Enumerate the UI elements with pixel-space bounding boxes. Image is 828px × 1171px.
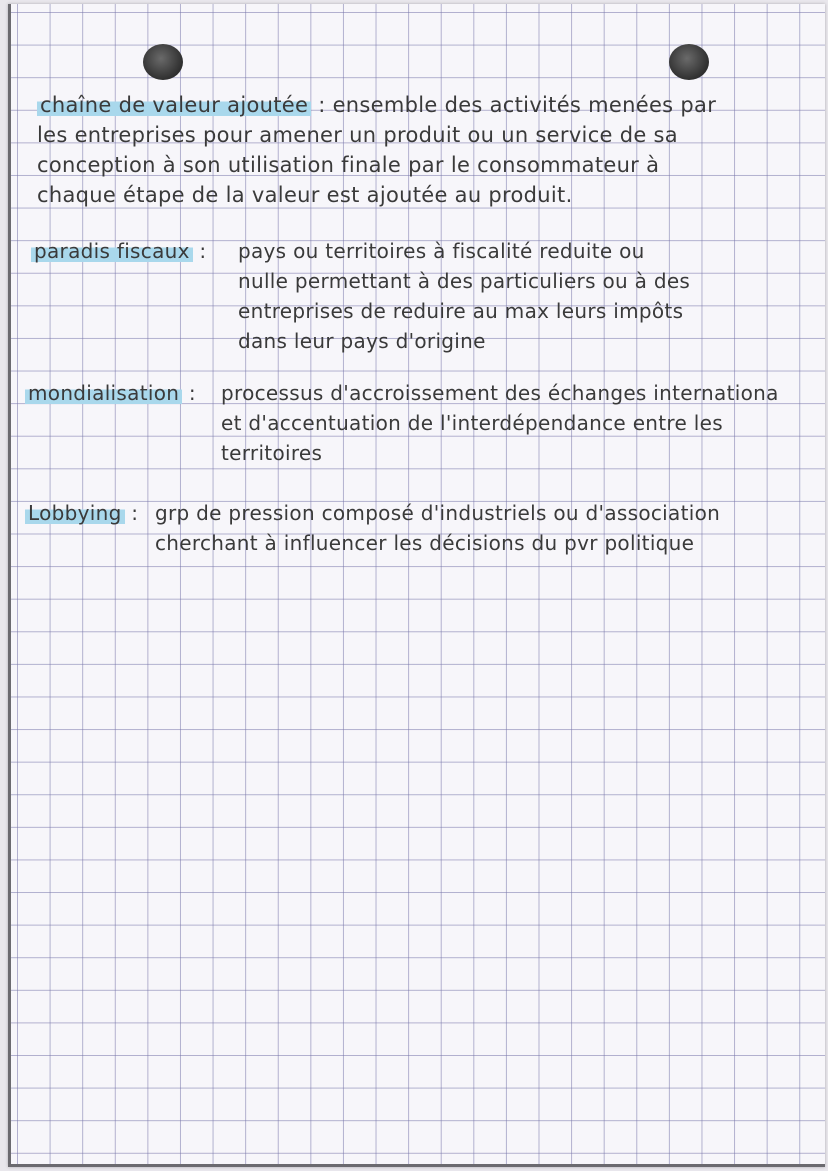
definition-line: conception à son utilisation finale par le consommateur à xyxy=(37,153,660,177)
separator: : xyxy=(188,381,196,405)
definition-line: processus d'accroissement des échanges internationa xyxy=(221,381,779,405)
definition-line: pays ou territoires à fiscalité reduite ou xyxy=(238,239,645,263)
definition-line: nulle permettant à des particuliers ou à des xyxy=(238,269,691,293)
separator: : xyxy=(199,239,207,263)
definition-lobbying xyxy=(25,498,721,555)
definition-line: cherchant à influencer les décisions du pvr politique xyxy=(155,531,695,555)
definition-line: grp de pression composé d'industriels ou d'association xyxy=(155,501,721,525)
definition-line: et d'accentuation de l'interdépendance entre les xyxy=(221,411,723,435)
definition-line: entreprises de reduire au max leurs impôts xyxy=(238,299,684,323)
separator: : xyxy=(131,501,139,525)
definition-line: les entreprises pour amener un produit ou un service de sa xyxy=(37,123,678,147)
separator: : xyxy=(318,93,326,117)
definition-line: chaque étape de la valeur est ajoutée au produit. xyxy=(37,183,573,207)
definition-body xyxy=(221,378,779,468)
binder-hole-right xyxy=(669,44,709,80)
definition-text: ensemble des activités menées par xyxy=(332,93,717,117)
term-highlight: paradis fiscaux xyxy=(31,239,193,263)
term-highlight: mondialisation xyxy=(25,381,182,405)
term-highlight: Lobbying xyxy=(25,501,125,525)
definition-line: dans leur pays d'origine xyxy=(238,329,486,353)
term-highlight: chaîne de valeur ajoutée xyxy=(37,93,311,117)
definition-body xyxy=(155,498,720,558)
grid-paper-sheet xyxy=(8,4,825,1167)
definition-line: territoires xyxy=(221,441,323,465)
binder-hole-left xyxy=(143,44,183,80)
definition-mondialisation xyxy=(25,378,779,465)
definition-paradis-fiscaux xyxy=(31,236,691,353)
definition-body xyxy=(238,236,690,356)
definition-chaine-de-valeur xyxy=(37,90,716,210)
definition-line xyxy=(37,90,716,120)
